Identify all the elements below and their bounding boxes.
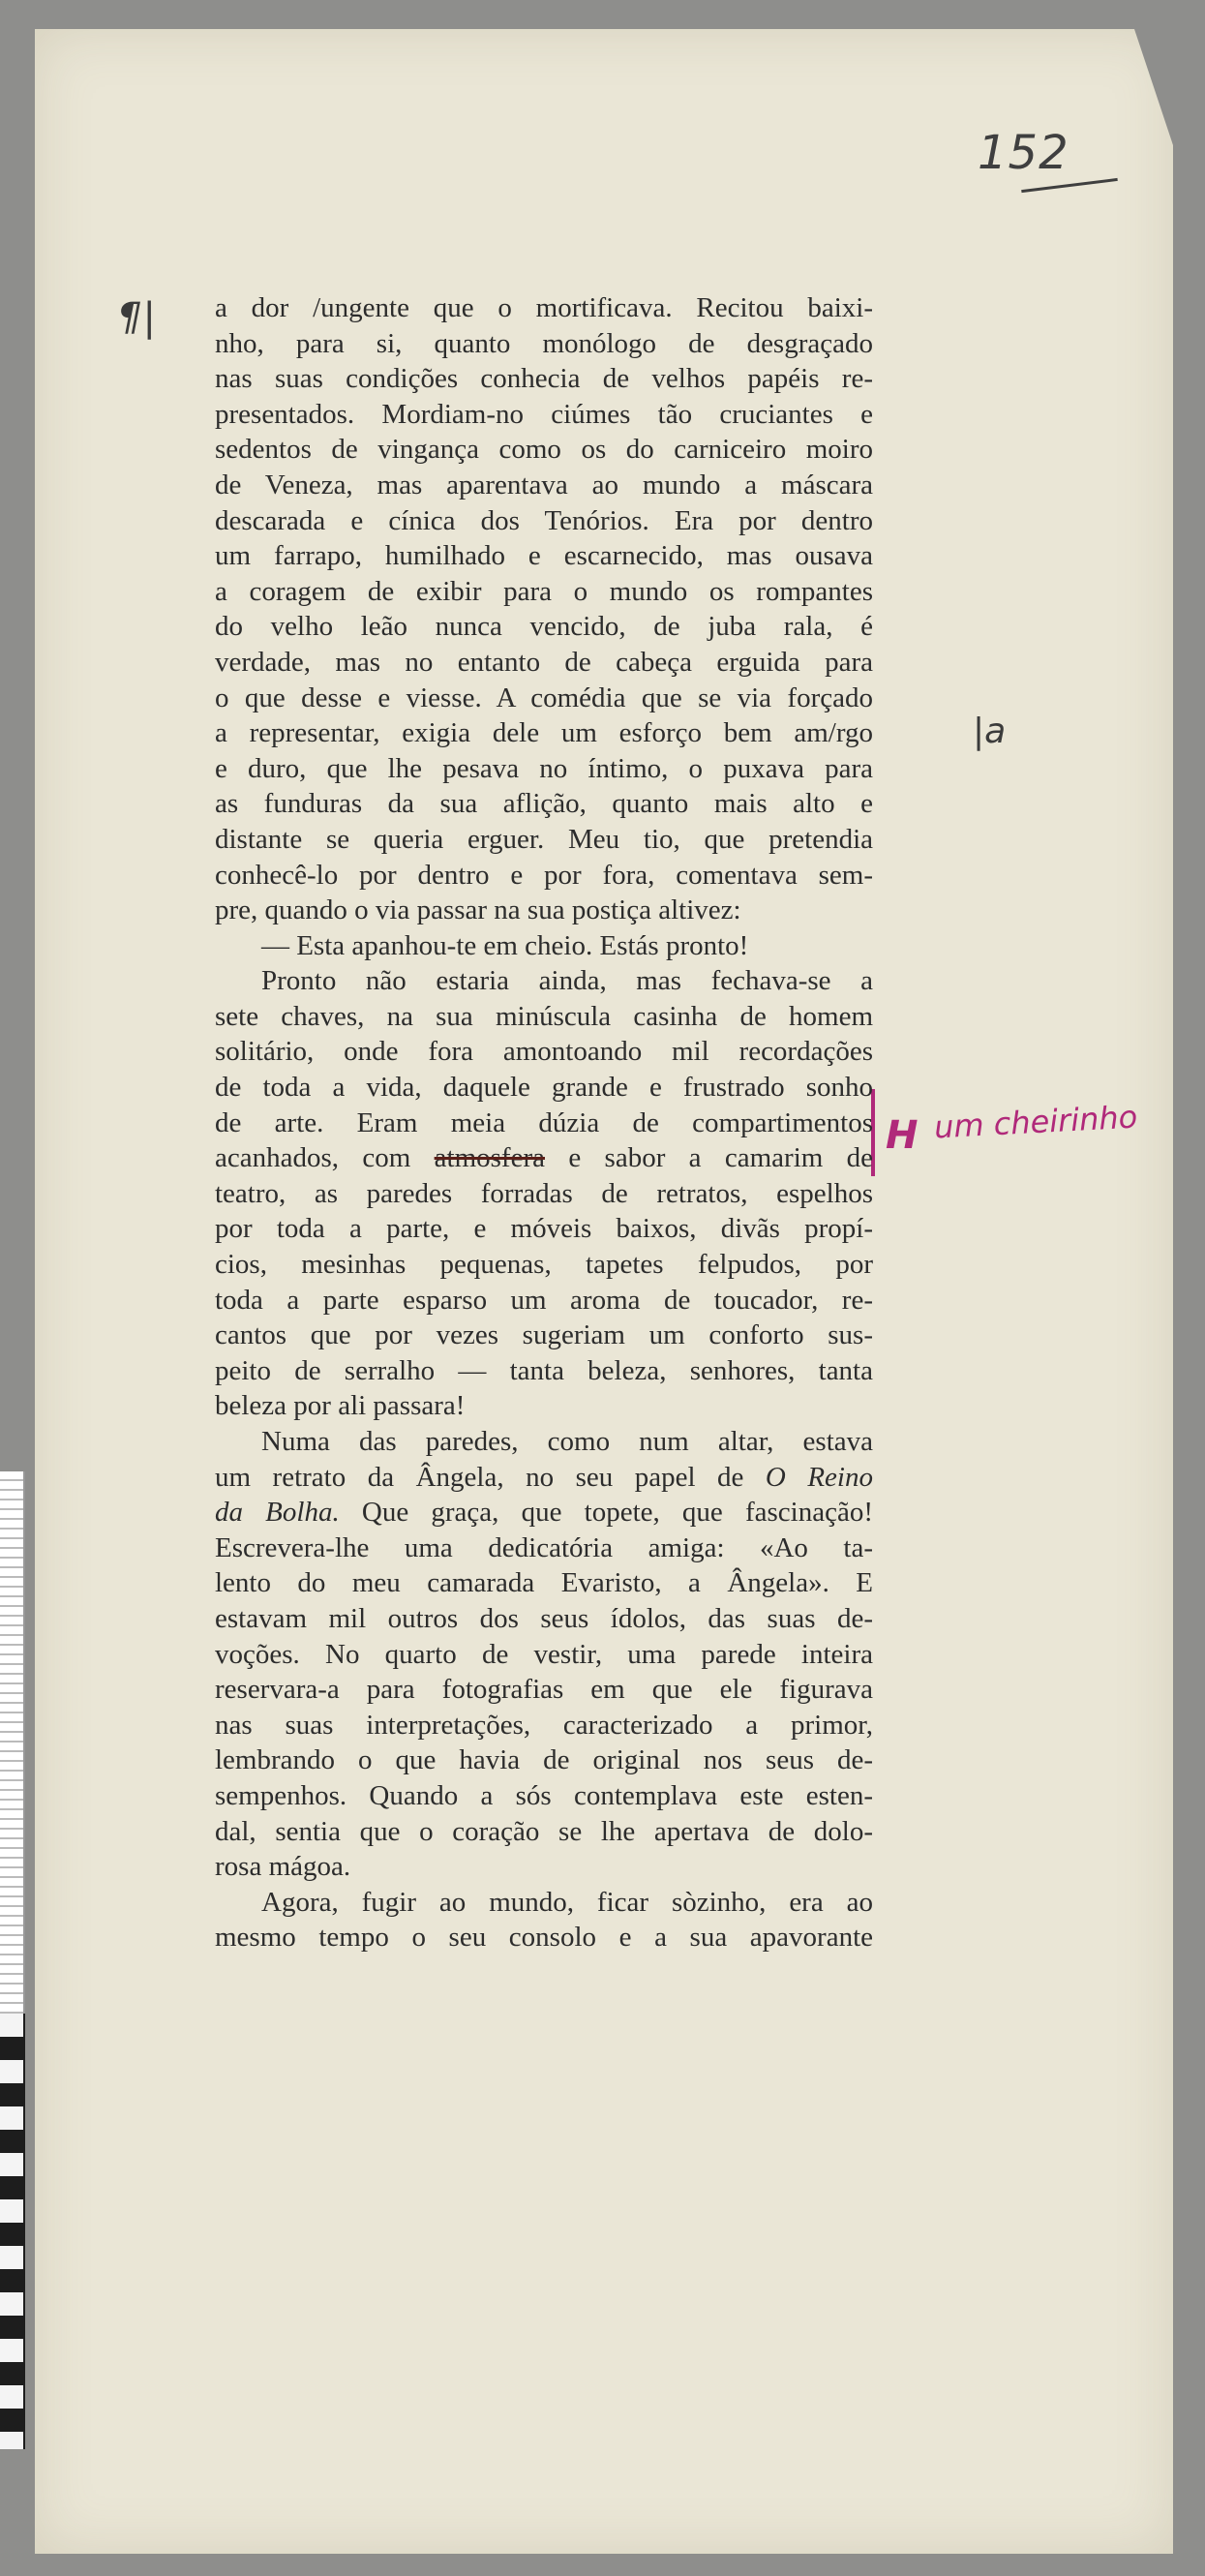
text-line: a coragem de exibir para o mundo os rompantes [215, 575, 873, 607]
text-line: voções. No quarto de vestir, uma parede inteira [215, 1638, 873, 1670]
struck-word: atmosfera [434, 1142, 545, 1174]
text-line: Pronto não estaria ainda, mas fechava-se a [261, 965, 873, 997]
text-line: de arte. Eram meia dúzia de compartimentos [215, 1106, 873, 1138]
text-line: peito de serralho — tanta beleza, senhores, tanta [215, 1354, 873, 1386]
text-line: dal, sentia que o coração se lhe apertava de dolo- [215, 1815, 873, 1847]
text-line: de toda a vida, daquele grande e frustrado sonho [215, 1072, 873, 1104]
text-line: cantos que por vezes sugeriam um conforto sus- [215, 1319, 873, 1351]
text-line-with-title [215, 1495, 873, 1530]
text-line: toda a parte esparso um aroma de toucador, re- [215, 1284, 873, 1316]
text-segment: Que graça, que topete, que fascinação! [361, 1497, 873, 1529]
text-line: Escrevera-lhe uma dedicatória amiga: «Ao ta- [215, 1531, 873, 1563]
text-line: estavam mil outros dos seus ídolos, das suas de- [215, 1602, 873, 1634]
text-line: sedentos de vingança como os do carniceiro moiro [215, 434, 873, 466]
text-line: mesmo tempo o seu consolo e a sua apavorante [215, 1922, 873, 1954]
text-line: conhecê-lo por dentro e por fora, comentava sem- [215, 859, 873, 891]
text-line: cios, mesinhas pequenas, tapetes felpudos, por [215, 1249, 873, 1281]
paragraph-margin-mark: ¶| [118, 295, 156, 340]
text-line: distante se queria erguer. Meu tio, que pretendia [215, 823, 873, 855]
text-line: Numa das paredes, como num altar, estava [261, 1426, 873, 1457]
text-line: — Esta apanhou-te em cheio. Estás pronto! [261, 929, 749, 961]
text-line: lembrando o que havia de original nos seus de- [215, 1744, 873, 1776]
text-line: lento do meu camarada Evaristo, a Ângela». E [215, 1567, 873, 1599]
text-line: nas suas condições conhecia de velhos papéis re- [215, 363, 873, 395]
text-line: a dor /ungente que o mortificava. Recitou baixi- [215, 292, 873, 323]
text-line: presentados. Mordiam-no ciúmes tão cruciantes e [215, 398, 873, 430]
text-line: por toda a parte, e móveis baixos, divãs propí- [215, 1213, 873, 1245]
text-line: e duro, que lhe pesava no íntimo, o puxava para [215, 752, 873, 784]
page-number: 152 [978, 126, 1069, 180]
text-segment: um retrato da Ângela, no seu papel de [215, 1461, 744, 1493]
text-line: de Veneza, mas aparentava ao mundo a máscara [215, 469, 873, 500]
text-line: beleza por ali passara! [215, 1390, 466, 1422]
correction-margin-mark: |a [973, 712, 1007, 751]
text-line: pre, quando o via passar na sua postiça altivez: [215, 894, 741, 926]
torn-corner [1134, 29, 1173, 145]
text-line: sempenhos. Quando a sós contemplava este esten- [215, 1779, 873, 1811]
text-line-struck [215, 1140, 873, 1176]
text-line: verdade, mas no entanto de cabeça erguida para [215, 646, 873, 678]
text-line: as funduras da sua aflição, quanto mais alto e [215, 788, 873, 820]
scale-ruler [0, 2014, 25, 2449]
insertion-mark: H [886, 1113, 919, 1158]
text-line: nho, para si, quanto monólogo de desgraçado [215, 327, 873, 359]
text-line: reservara-a para fotografias em que ele figurava [215, 1674, 873, 1706]
scale-ruler-light [0, 1471, 25, 2014]
text-line: sete chaves, na sua minúscula casinha de homem [215, 1000, 873, 1032]
text-line: um farrapo, humilhado e escarnecido, mas ousava [215, 540, 873, 572]
text-segment: acanhados, com [215, 1142, 411, 1174]
text-line: teatro, as paredes forradas de retratos, espelhos [215, 1177, 873, 1209]
text-line: o que desse e viesse. A comédia que se via forçado [215, 682, 873, 713]
play-title: O Reino [765, 1461, 873, 1493]
text-segment: e sabor a camarim de [568, 1142, 874, 1174]
text-line-with-title [215, 1460, 873, 1496]
text-line: a representar, exigia dele um esforço bem am/rgo [215, 717, 873, 749]
text-line: nas suas interpretações, caracterizado a primor, [215, 1709, 873, 1741]
text-line: rosa mágoa. [215, 1851, 351, 1883]
play-title: da Bolha. [215, 1497, 340, 1529]
text-line: solitário, onde fora amontoando mil recordações [215, 1036, 873, 1068]
text-line: descarada e cínica dos Tenórios. Era por dentro [215, 504, 873, 536]
body-text [215, 290, 873, 1955]
text-line: do velho leão nunca vencido, de juba rala, é [215, 611, 873, 643]
text-line: Agora, fugir ao mundo, ficar sòzinho, era ao [261, 1886, 873, 1918]
insertion-note: um cheirinho [933, 1098, 1139, 1146]
